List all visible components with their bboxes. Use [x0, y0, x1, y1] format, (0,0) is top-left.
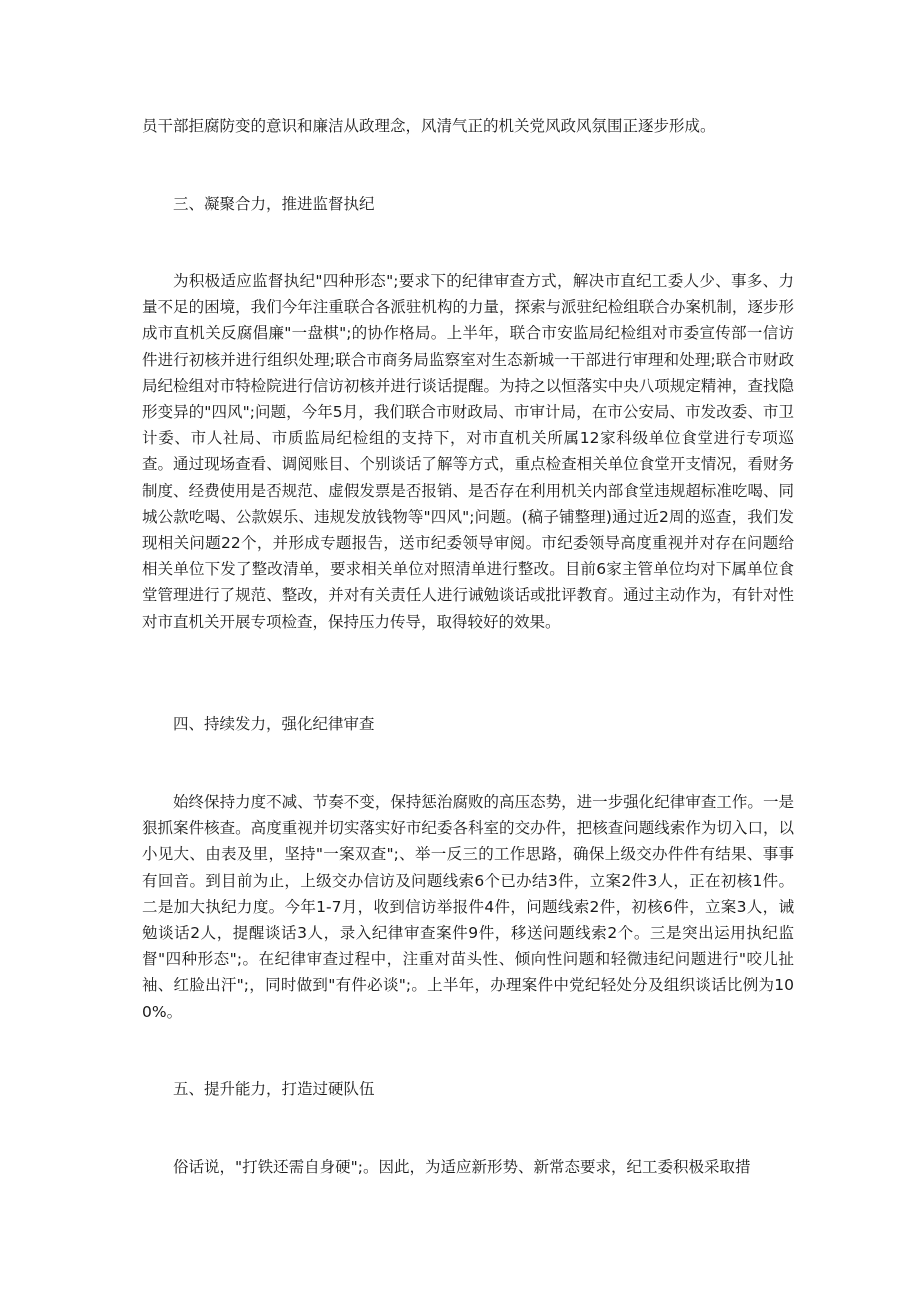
paragraph-intro-tail: 员干部拒腐防变的意识和廉洁从政理念，风清气正的机关党风政风氛围正逐步形成。	[142, 117, 716, 135]
section-heading-4: 四、持续发力，强化纪律审查	[173, 715, 375, 733]
paragraph-section-5-head: 俗话说，"打铁还需自身硬";。因此，为适应新形势、新常态要求，纪工委积极采取措	[173, 1158, 751, 1176]
paragraph-section-4: 始终保持力度不减、节奏不变，保持惩治腐败的高压态势，进一步强化纪律审查工作。一是狠抓案件核查。高度重视并切实落实好市纪委各科室的交办件，把核查问题线索作为切入口，以小见大、由表及里，坚持"一案双查";、举一反三的工作思路，确保上级交办件件有结果、事事有回音。到目前为止，上级交办信访及问题线索6个已办结3件，立案2件3人，正在初核1件。二是加大执纪力度。今年1-7月，收到信访举报件4件，问题线索2件，初核6件，立案3人，诫勉谈话2人，提醒谈话3人，录入纪律审查案件9件，移送问题线索2个。三是突出运用执纪监督"四种形态";。在纪律审查过程中，注重对苗头性、倾向性问题和轻微违纪问题进行"咬儿扯袖、红脸出汗";，同时做到"有件必谈";。上半年，办理案件中党纪轻处分及组织谈话比例为100%。	[142, 793, 794, 1021]
section-heading-5: 五、提升能力，打造过硬队伍	[173, 1080, 375, 1098]
section-heading-3: 三、凝聚合力，推进监督执纪	[173, 195, 375, 213]
paragraph-section-3: 为积极适应监督执纪"四种形态";要求下的纪律审查方式，解决市直纪工委人少、事多、力量不足的困境，我们今年注重联合各派驻机构的力量，探索与派驻纪检组联合办案机制，逐步形成市直机关反腐倡廉"一盘棋";的协作格局。上半年，联合市安监局纪检组对市委宣传部一信访件进行初核并进行组织处理;联合市商务局监察室对生态新城一干部进行审理和处理;联合市财政局纪检组对市特检院进行信访初核并进行谈话提醒。为持之以恒落实中央八项规定精神，查找隐形变异的"四风";问题，今年5月，我们联合市财政局、市审计局，在市公安局、市发改委、市卫计委、市人社局、市质监局纪检组的支持下，对市直机关所属12家科级单位食堂进行专项巡查。通过现场查看、调阅账目、个别谈话了解等方式，重点检查相关单位食堂开支情况，看财务制度、经费使用是否规范、虚假发票是否报销、是否存在利用机关内部食堂违规超标准吃喝、同城公款吃喝、公款娱乐、违规发放钱物等"四风";问题。(稿子铺整理)通过近2周的巡查，我们发现相关问题22个，并形成专题报告，送市纪委领导审阅。市纪委领导高度重视并对存在问题给相关单位下发了整改清单，要求相关单位对照清单进行整改。目前6家主管单位均对下属单位食堂管理进行了规范、整改，并对有关责任人进行诫勉谈话或批评教育。通过主动作为，有针对性对市直机关开展专项检查，保持压力传导，取得较好的效果。	[142, 272, 794, 631]
